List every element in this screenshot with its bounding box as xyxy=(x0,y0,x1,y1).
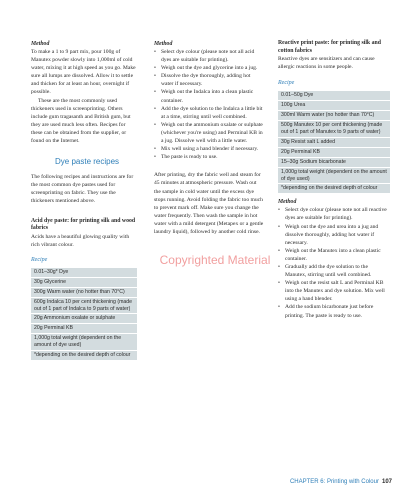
section-intro: The following recipes and instructions are for the most common dye pastes used for screenprinting on fabric. They use the thickeners mentioned above. xyxy=(31,174,134,205)
list-item: • The paste is ready to use. xyxy=(154,153,264,161)
list-item: • Mix well using a hand blender if necessary. xyxy=(154,145,264,153)
acid-recipe-table xyxy=(31,268,137,361)
list-item: • Select dye colour (please note not all acid dyes are suitable for printing). xyxy=(154,48,264,64)
list-item: • Add the sodium bicarbonate just before printing. The paste is ready to use. xyxy=(278,303,390,319)
after-printing-paragraph: After printing, dry the fabric well and steam for 45 minutes at atmospheric pressure. Wash out the sample in cold water until the excess dye stops running. Avoid folding the fabric too much to prevent mark off. Make sure you change the water frequently. Then wash the sample in hot water with a mild detergent (Metapex or a gentle laundry liquid), followed by another cold rinse. xyxy=(154,172,264,235)
table-row: 15–30g Sodium bicarbonate xyxy=(278,157,390,167)
table-row: *depending on the desired depth of colour xyxy=(31,351,137,361)
list-item: • Weigh out the ammonium oxalate or sulphate (whichever you're using) and Perminal KB in a jug. Dissolve well with a little water. xyxy=(154,121,264,145)
table-row: 20g Ammonium oxalate or sulphate xyxy=(31,314,137,324)
method-paragraph: To make a 1 to 9 part mix, pour 100g of Manutex powder slowly into 1,000ml of cold water, mixing it at high speed as you go. Make sure all lumps are dissolved. Allow it to settle and thicken for at least an hour, overnight if possible. xyxy=(31,49,136,96)
method-heading: Method xyxy=(154,41,173,47)
list-item: • Weigh out the Manutex into a clean plastic container. xyxy=(278,247,390,263)
list-item: • Dissolve the dye thoroughly, adding hot water if necessary. xyxy=(154,72,264,88)
list-item: • Weigh out the resist salt L and Perminal KB into the Manutex and dye solution. Mix well using a hand blender. xyxy=(278,279,390,303)
list-item: • Gradually add the dye solution to the Manutex, stirring until well combined. xyxy=(278,263,390,279)
page-footer xyxy=(290,479,392,485)
table-row: 600g Indalca 10 per cent thickening (made out of 1 part of Indalca to 9 parts of water) xyxy=(31,297,137,314)
acid-dye-intro: Acids have a beautiful glowing quality with rich vibrant colour. xyxy=(31,233,130,248)
copyright-watermark: Copyrighted Material xyxy=(159,253,271,267)
table-row: 0.01–50g Dye xyxy=(278,91,390,100)
list-item: • Select dye colour (please note not all reactive dyes are suitable for printing). xyxy=(278,206,390,222)
table-row: 20g Perminal KB xyxy=(278,147,390,157)
table-row: 30g Resist salt L added xyxy=(278,137,390,147)
reactive-method-list xyxy=(278,206,390,319)
table-row: 20g Perminal KB xyxy=(31,324,137,334)
table-row: 0.01–30g* Dye xyxy=(31,268,137,277)
table-row: 500g Manutex 10 per cent thickening (made out of 1 part of Manutex to 9 parts of water) xyxy=(278,121,390,138)
recipe-heading: Recipe xyxy=(278,80,295,87)
section-heading: Dye paste recipes xyxy=(55,157,120,167)
table-row: 300g Warm water (no hotter than 70°C) xyxy=(31,287,137,297)
acid-method-list xyxy=(154,48,264,161)
list-item: • Weigh out the dye and glycerine into a jug. xyxy=(154,64,264,72)
reactive-heading: Reactive print paste: for printing silk and cotton fabrics xyxy=(278,40,381,54)
method-heading: Method xyxy=(278,199,297,206)
table-row: 1,000g total weight (dependent on the amount of dye used) xyxy=(278,167,390,184)
list-item: • Weigh out the dye and urea into a jug and dissolve thoroughly, adding hot water if necessary. xyxy=(278,223,390,247)
reactive-intro: Reactive dyes are sensitizers and can cause allergic reactions in some people. xyxy=(278,56,375,71)
thickeners-paragraph: These are the most commonly used thickeners used in screenprinting. Others include gum tragasanth and British gum, but they are used much less often. Recipes for these can be obtained from the supplier, or found on the Internet. xyxy=(31,97,131,145)
list-item: • Weigh out the Indalca into a clean plastic container. xyxy=(154,88,264,104)
table-row: 100g Urea xyxy=(278,101,390,111)
list-item: • Add the dye solution to the Indalca a little bit at a time, stirring until well combined. xyxy=(154,105,264,121)
column-middle xyxy=(154,40,264,236)
table-row: 30g Glycerine xyxy=(31,277,137,287)
reactive-recipe-table xyxy=(278,91,390,194)
chapter-title: CHAPTER 6: Printing with Colour xyxy=(289,479,379,485)
page-number: 107 xyxy=(381,479,392,485)
method-heading: Method xyxy=(31,41,50,47)
table-row: 1,000g total weight (dependent on the amount of dye used) xyxy=(31,334,137,351)
recipe-heading: Recipe xyxy=(31,256,48,263)
acid-dye-heading: Acid dye paste: for printing silk and wood fabrics xyxy=(31,217,136,232)
column-left xyxy=(31,40,137,361)
column-right xyxy=(278,40,390,320)
table-row: 300ml Warm water (no hotter than 70°C) xyxy=(278,111,390,121)
table-row: *depending on the desired depth of colour xyxy=(278,184,390,194)
